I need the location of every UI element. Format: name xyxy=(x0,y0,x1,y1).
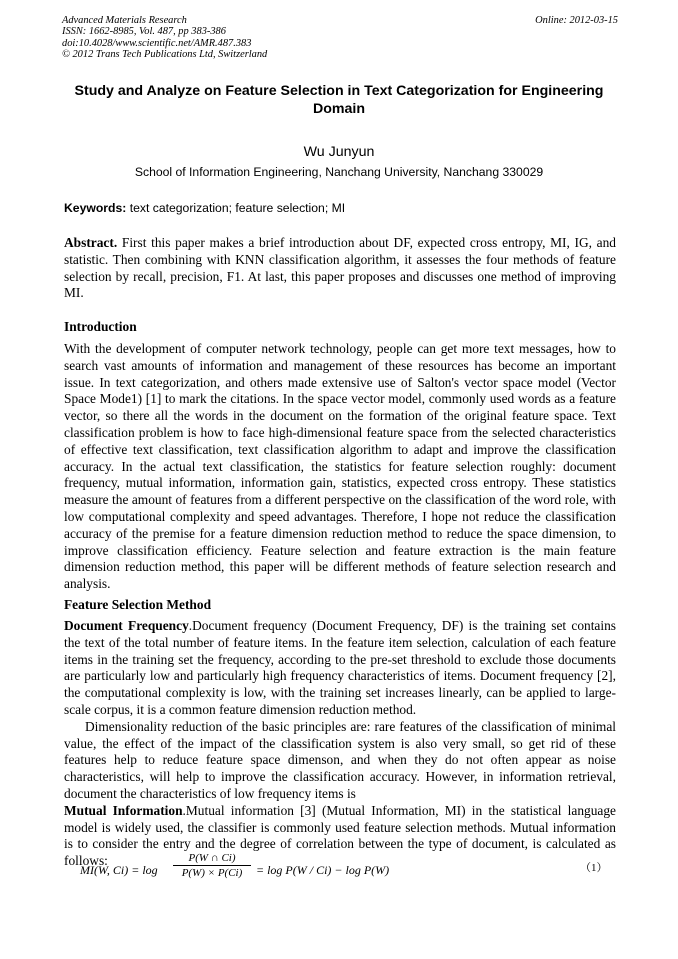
author-name: Wu Junyun xyxy=(303,144,375,160)
journal-header xyxy=(62,15,618,61)
abstract-paragraph xyxy=(64,235,616,302)
abstract-label: Abstract. xyxy=(64,235,118,250)
doi-line: doi:10.4028/www.scientific.net/AMR.487.383 xyxy=(62,37,252,49)
equation-numerator: P(W ∩ Ci) xyxy=(188,852,236,864)
df-paragraph xyxy=(64,618,616,719)
mi-text: .Mutual information [3] (Mutual Information, MI) in the statistical language model is widely used, the classifier is commonly used feature selection methods. Mutual information is to consider the entry and the degree of correlation between the type of document, is calculated as follows: xyxy=(64,802,616,869)
paper-title: Study and Analyze on Feature Selection in Text Categorization for Engineering Domain xyxy=(74,83,604,117)
equation-number: （1） xyxy=(580,862,608,874)
equation-lhs: MI(W, Ci) = log xyxy=(80,863,158,877)
online-date: Online: 2012-03-15 xyxy=(535,15,618,26)
dimensionality-paragraph: Dimensionality reduction of the basic principles are: rare features of the classification of minimal value, the effect of the impact of the classification system is also very small, so get rid of these features help to reduce feature space dimenson, and when they do not often appear as noise characteristics, will help to improve the classification accuracy. However, in information retrieval, document the characteristics of low frequency items is xyxy=(64,718,616,801)
intro-paragraph: With the development of computer network technology, people can get more text messages, how to search vast amounts of information and management of these resources has become an important issue. In text categorization, and others made extensive use of Salton's vector space model (Vector Space Mode1) [1] to mark the citations. In the space vector model, commonly used words as a feature vector, so there all the words in the document on the formation of the original feature space. Text classification problem is how to face high-dimensional feature space from the selected characteristics of effective text classification, text classification algorithm to adapt and improve the classification accuracy. In the actual text classification, the statistics for feature selection roughly: document frequency, mutual information, information gain, statistics, expected cross entropy. These statistics measure the amount of features from a different perspective on the classification of the word role, with low computational complexity and speed advantages. Therefore, I hope not reduce the classification accuracy of the premise for a feature dimension reduction method to reduce the space dimension, to improve classification efficiency. Feature selection and feature extraction is the main feature dimension reduction method, this paper will be different methods of feature selection research and analysis. xyxy=(64,341,616,592)
copyright-line: © 2012 Trans Tech Publications Ltd, Switzerland xyxy=(62,49,268,61)
equation-denominator: P(W) × P(Ci) xyxy=(181,867,243,879)
equation-fraction xyxy=(171,851,253,880)
section-body xyxy=(64,618,616,870)
equation-1 xyxy=(80,851,620,891)
mi-label: Mutual Information xyxy=(64,802,183,818)
issn-line: ISSN: 1662-8985, Vol. 487, pp 383-386 xyxy=(62,26,226,38)
keywords-text: text categorization; feature selection; MI xyxy=(129,201,346,215)
author-affiliation: School of Information Engineering, Nanchang University, Nanchang 330029 xyxy=(134,165,544,179)
keywords-line xyxy=(64,200,616,216)
keywords-label: Keywords: xyxy=(64,201,127,215)
intro-heading: Introduction xyxy=(64,319,137,334)
df-text: .Document frequency (Document Frequency, DF) is the training set contains the text of the total number of feature items. In the feature item selection, calculation of each feature items in the training set the frequency, according to the pre-set threshold to exclude those documents are particularly low and particularly high frequency characteristics of items. Document frequency [2], the computational complexity is low, with the training set increases linearly, can be applied to large-scale corpus, it is a common feature dimension reduction method. xyxy=(64,618,617,717)
equation-rhs: = log P(W / Ci) − log P(W) xyxy=(256,863,390,877)
df-label: Document Frequency xyxy=(64,618,189,633)
journal-name: Advanced Materials Research xyxy=(62,15,187,26)
method-heading: Feature Selection Method xyxy=(64,597,212,612)
abstract-text: First this paper makes a brief introduction about DF, expected cross entropy, MI, IG, and statistic. Then combining with KNN classification algorithm, it assesses the four methods of feature selection by recall, precision, F1. At last, this paper proposes and discusses one method of improving MI. xyxy=(64,235,616,301)
